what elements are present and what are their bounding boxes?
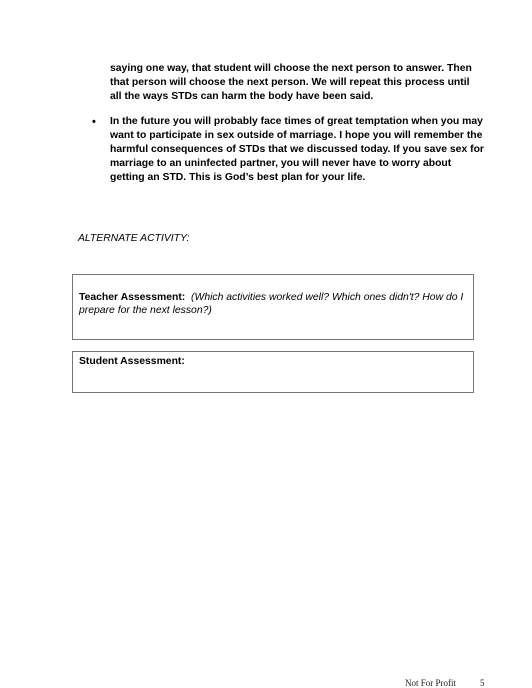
footer-text: Not For Profit xyxy=(405,678,457,688)
teacher-assessment-content xyxy=(79,291,467,317)
bullet-paragraph: In the future you will probably face times of great temptation when you may want to participate in sex outside of marriage. I hope you will remember the harmful consequences of STDs that we discussed today. If you save sex for marriage to an uninfected partner, you will never have to worry about getting an STD. This is God’s best plan for your life. xyxy=(110,116,484,183)
student-assessment-box xyxy=(72,351,474,393)
page-number: 5 xyxy=(480,678,485,688)
teacher-assessment-note: (Which activities worked well? Which ones didn't? How do I prepare for the next lesson?) xyxy=(79,292,464,316)
bullet-icon: • xyxy=(92,116,96,128)
continued-paragraph: saying one way, that student will choose the next person to answer. Then that person will choose the next person. We will repeat this process until all the ways STDs can harm the body have been said. xyxy=(110,63,472,102)
teacher-assessment-label: Teacher Assessment: xyxy=(79,292,186,303)
student-assessment-label: Student Assessment: xyxy=(79,356,185,367)
student-assessment-content xyxy=(79,355,467,368)
alternate-activity-heading: ALTERNATE ACTIVITY: xyxy=(78,233,190,244)
teacher-assessment-box xyxy=(72,274,474,340)
